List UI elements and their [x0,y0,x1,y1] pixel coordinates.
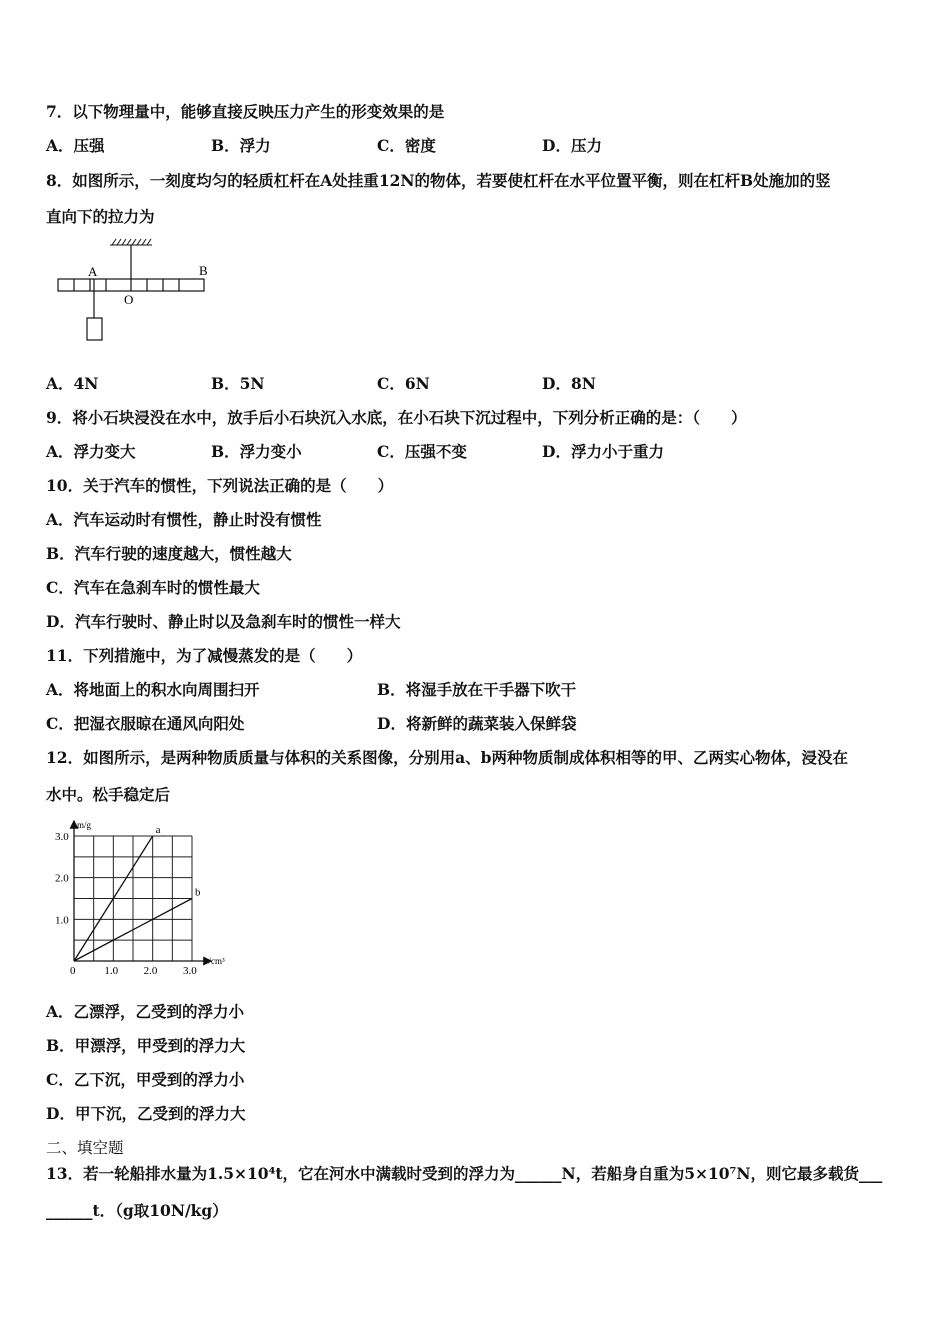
x-tick-label: 1.0 [104,965,119,977]
x-axis-label: v/cm³ [204,956,225,966]
weight-block [87,318,102,340]
q9-stem: 9．将小石块浸没在水中，放手后小石块沉入水底，在小石块下沉过程中，下列分析正确的是：（ ） [46,408,747,427]
section-title-fill-blank: 二、填空题 [46,1139,124,1157]
ceiling-support [110,239,152,245]
q11-option-c: C．把湿衣服晾在通风向阳处 [46,714,245,733]
mass-volume-chart [44,818,244,978]
q8-stem-line1: 8．如图所示，一刻度均匀的轻质杠杆在A处挂重12N的物体，若要使杠杆在水平位置平衡，则在杠杆B处施加的竖 [46,171,831,190]
lever-bar [58,279,204,291]
q13-line1: 13．若一轮船排水量为1.5×10⁴t，它在河水中满载时受到的浮力为______N，若船身自重为5×10⁷N，则它最多载货___ [46,1164,883,1183]
q13-line2: ______t．（g取10N/kg） [46,1201,228,1220]
x-tick-label: 2.0 [143,965,158,977]
q12-option-d: D．甲下沉，乙受到的浮力大 [46,1104,246,1123]
q7-option-a: A．压强 [46,136,105,155]
label-o: O [124,292,134,307]
q11-option-d: D．将新鲜的蔬菜装入保鲜袋 [377,714,577,733]
y-tick-label: 2.0 [55,872,69,885]
q7-stem: 7．以下物理量中，能够直接反映压力产生的形变效果的是 [46,102,445,121]
q9-option-d: D．浮力小于重力 [542,442,664,461]
y-axis-label: m/g [77,820,92,830]
q12-option-c: C．乙下沉，甲受到的浮力小 [46,1070,245,1089]
y-tick-label: 3.0 [55,831,69,843]
q12-option-b: B．甲漂浮，甲受到的浮力大 [46,1036,246,1055]
q7-option-b: B．浮力 [211,136,271,155]
q12-option-a: A．乙漂浮，乙受到的浮力小 [46,1002,245,1021]
q10-option-a: A．汽车运动时有惯性，静止时没有惯性 [46,510,322,529]
q12-stem-line2: 水中。松手稳定后 [46,785,171,804]
q8-stem-line2: 直向下的拉力为 [46,207,155,226]
q11-option-b: B．将湿手放在干手器下吹干 [377,680,577,699]
q9-option-b: B．浮力变小 [211,442,302,461]
q10-option-c: C．汽车在急刹车时的惯性最大 [46,578,260,597]
q9-option-a: A．浮力变大 [46,442,136,461]
q12-stem-line1: 12．如图所示，是两种物质质量与体积的关系图像，分别用a、b两种物质制成体积相等的甲、乙两实心物体，浸没在 [46,748,848,767]
q11-option-a: A．将地面上的积水向周围扫开 [46,680,260,699]
label-b: B [199,263,208,278]
series-label-b: b [195,886,201,899]
chart-grid [74,836,192,961]
x-tick-label: 3.0 [183,965,197,977]
q10-stem: 10．关于汽车的惯性，下列说法正确的是（ ） [46,476,394,495]
y-tick-label: 1.0 [55,914,69,927]
lever-diagram [50,238,220,348]
q9-option-c: C．压强不变 [377,442,467,461]
label-a: A [88,264,98,279]
q11-stem: 11．下列措施中，为了减慢蒸发的是（ ） [46,646,363,665]
q10-option-b: B．汽车行驶的速度越大，惯性越大 [46,544,292,563]
q8-option-d: D．8N [542,374,596,393]
x-tick-label: 0 [70,965,76,977]
q7-option-c: C．密度 [377,136,436,155]
q8-option-b: B．5N [211,374,265,393]
q8-option-a: A．4N [46,374,99,393]
series-label-a: a [155,824,161,836]
q7-option-d: D．压力 [542,136,602,155]
q8-option-c: C．6N [377,374,430,393]
q10-option-d: D．汽车行驶时、静止时以及急刹车时的惯性一样大 [46,612,401,631]
